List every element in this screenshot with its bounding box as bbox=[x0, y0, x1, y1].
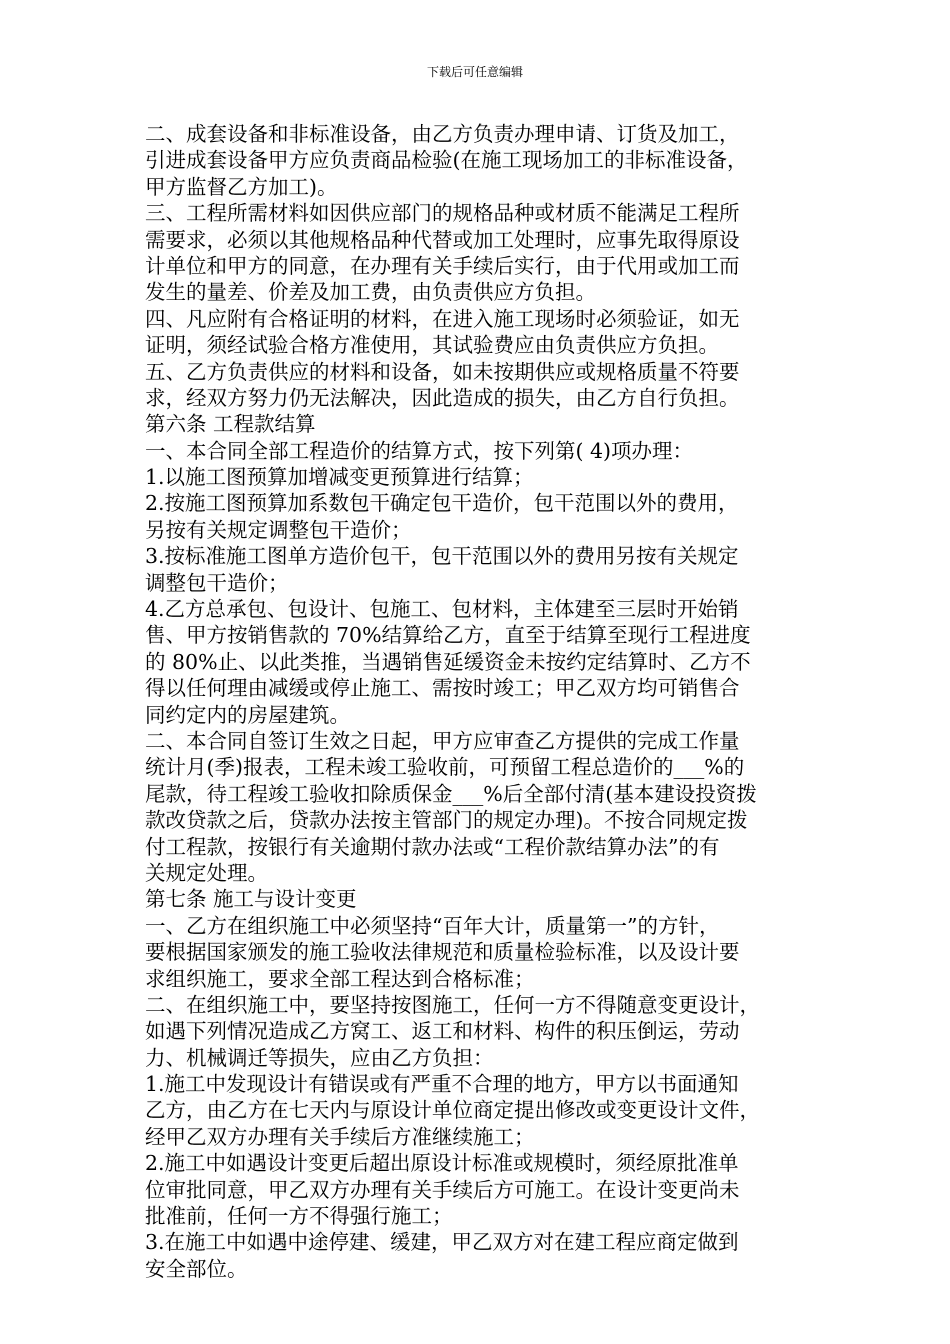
text-line: 批准前，任何一方不得强行施工； bbox=[145, 1204, 453, 1229]
text-line: 1.以施工图预算加增减变更预算进行结算； bbox=[145, 465, 534, 490]
document-body bbox=[145, 121, 810, 1282]
text-line: 1.施工中发现设计有错误或有严重不合理的地方，甲方以书面通知 bbox=[145, 1072, 739, 1097]
text-line: 力、机械调迁等损失，应由乙方负担： bbox=[145, 1045, 494, 1070]
text-line: 经甲乙双方办理有关手续后方准继续施工； bbox=[145, 1124, 535, 1149]
text-line: 同约定内的房屋建筑。 bbox=[145, 702, 350, 727]
text-line: 引进成套设备甲方应负责商品检验(在施工现场加工的非标准设备， bbox=[145, 148, 748, 173]
text-line: 二、在组织施工中，要坚持按图施工，任何一方不得随意变更设计， bbox=[145, 992, 760, 1017]
page-header: 下载后可任意编辑 bbox=[426, 65, 523, 79]
text-line: 2.按施工图预算加系数包干确定包干造价，包干范围以外的费用， bbox=[145, 491, 739, 516]
text-line: 二、本合同自签订生效之日起，甲方应审查乙方提供的完成工作量 bbox=[145, 728, 740, 753]
text-line: 3.在施工中如遇中途停建、缓建，甲乙双方对在建工程应商定做到 bbox=[145, 1230, 739, 1255]
text-line: 乙方，由乙方在七天内与原设计单位商定提出修改或变更设计文件， bbox=[145, 1098, 760, 1123]
text-line: 位审批同意，甲乙双方办理有关手续后方可施工。在设计变更尚未 bbox=[145, 1177, 740, 1202]
text-line: 的 80%止、以此类推，当遇销售延缓资金未按约定结算时、乙方不 bbox=[145, 649, 751, 674]
text-line: 如遇下列情况造成乙方窝工、返工和材料、构件的积压倒运，劳动 bbox=[145, 1019, 740, 1044]
text-line: 第六条 工程款结算 bbox=[145, 412, 316, 437]
text-line: 调整包干造价； bbox=[145, 570, 289, 595]
text-line: 证明，须经试验合格方准使用，其试验费应由负责供应方负担。 bbox=[145, 333, 719, 358]
text-line: 一、乙方在组织施工中必须坚持“百年大计，质量第一”的方针， bbox=[145, 913, 720, 938]
text-line: 售、甲方按销售款的 70%结算给乙方，直至于结算至现行工程进度 bbox=[145, 623, 751, 648]
text-line: 统计月(季)报表，工程未竣工验收前，可预留工程总造价的___%的 bbox=[145, 755, 745, 780]
text-line: 四、凡应附有合格证明的材料，在进入施工现场时必须验证，如无 bbox=[145, 306, 740, 331]
text-line: 一、本合同全部工程造价的结算方式，按下列第( 4)项办理： bbox=[145, 438, 694, 463]
text-line: 另按有关规定调整包干造价； bbox=[145, 517, 412, 542]
text-line: 求组织施工，要求全部工程达到合格标准； bbox=[145, 966, 535, 991]
text-line: 要根据国家颁发的施工验收法律规范和质量检验标准，以及设计要 bbox=[145, 940, 740, 965]
text-line: 二、成套设备和非标准设备，由乙方负责办理申请、订货及加工， bbox=[145, 122, 740, 146]
text-line: 2.施工中如遇设计变更后超出原设计标准或规模时，须经原批准单 bbox=[145, 1151, 739, 1176]
text-line: 安全部位。 bbox=[145, 1256, 248, 1281]
text-line: 计单位和甲方的同意，在办理有关手续后实行，由于代用或加工而 bbox=[145, 253, 740, 278]
text-line: 付工程款，按银行有关逾期付款办法或“工程价款结算办法”的有 bbox=[145, 834, 720, 859]
text-line: 得以任何理由减缓或停止施工、需按时竣工；甲乙双方均可销售合 bbox=[145, 676, 740, 701]
text-line: 三、工程所需材料如因供应部门的规格品种或材质不能满足工程所 bbox=[145, 201, 740, 226]
text-line: 需要求，必须以其他规格品种代替或加工处理时，应事先取得原设 bbox=[145, 227, 740, 252]
text-line: 3.按标准施工图单方造价包干，包干范围以外的费用另按有关规定 bbox=[145, 544, 739, 569]
text-line: 甲方监督乙方加工)。 bbox=[145, 174, 338, 199]
text-line: 五、乙方负责供应的材料和设备，如未按期供应或规格质量不符要 bbox=[145, 359, 740, 384]
text-line: 求，经双方努力仍无法解决，因此造成的损失，由乙方自行负担。 bbox=[145, 385, 740, 410]
text-line: 尾款，待工程竣工验收扣除质保金___%后全部付清(基本建设投资拨 bbox=[145, 781, 757, 806]
text-line: 关规定处理。 bbox=[145, 860, 268, 885]
text-line: 发生的量差、价差及加工费，由负责供应方负担。 bbox=[145, 280, 596, 305]
text-line: 4.乙方总承包、包设计、包施工、包材料，主体建至三层时开始销 bbox=[145, 597, 739, 622]
text-line: 第七条 施工与设计变更 bbox=[145, 887, 357, 912]
text-line: 款改贷款之后，贷款办法按主管部门的规定办理)。不按合同规定拨 bbox=[145, 808, 748, 833]
